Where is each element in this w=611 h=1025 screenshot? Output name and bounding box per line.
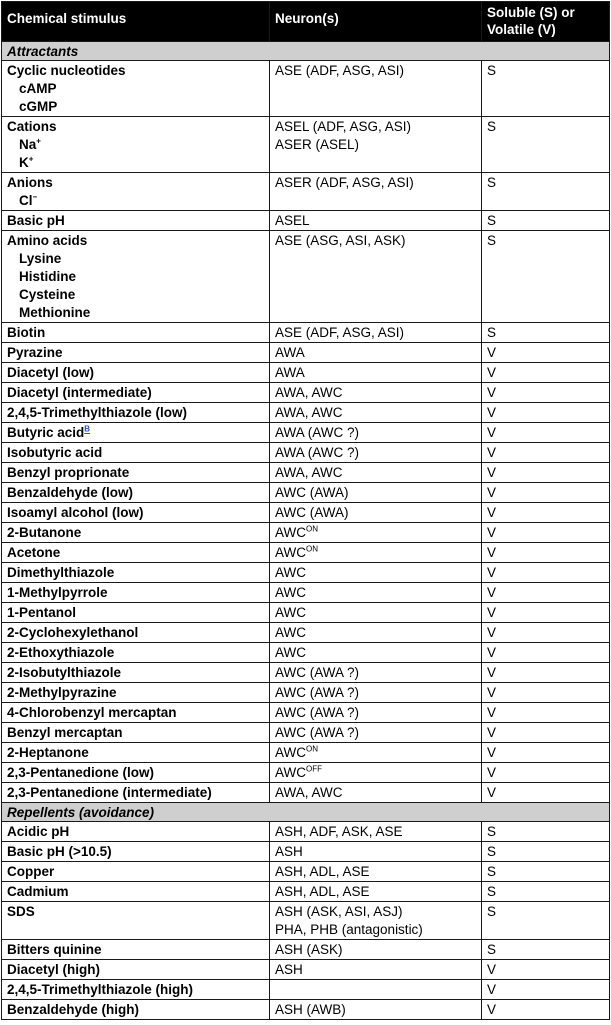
neurons-cell: [270, 463, 482, 483]
stimulus-name: Amino acids: [7, 233, 88, 248]
neuron-line: ASE (ADF, ASG, ASI): [275, 325, 405, 340]
section-title: Repellents (avoidance): [2, 803, 610, 822]
table-row: [2, 842, 610, 862]
type-cell: V: [482, 683, 610, 703]
neuron-line: ASH: [275, 844, 303, 859]
type-cell: V: [482, 643, 610, 663]
table-row: [2, 940, 610, 960]
stimulus-cell: [2, 683, 270, 703]
stimulus-name: Diacetyl (high): [7, 962, 101, 977]
table-row: [2, 523, 610, 543]
type-cell: V: [482, 383, 610, 403]
section-row: [2, 42, 610, 61]
superscript: ON: [306, 744, 318, 754]
neuron-line: AWC (AWA ?): [275, 665, 359, 680]
neuron-line: ASER (ADF, ASG, ASI): [275, 175, 414, 190]
neuron-line: AWA: [275, 365, 305, 380]
stimulus-cell: [2, 783, 270, 803]
type-cell: S: [482, 173, 610, 211]
type-cell: S: [482, 940, 610, 960]
neuron-line: AWC (AWA ?): [275, 685, 359, 700]
stimulus-cell: [2, 343, 270, 363]
type-cell: S: [482, 902, 610, 940]
stimulus-name: Cyclic nucleotides: [7, 63, 126, 78]
table-row: [2, 583, 610, 603]
neurons-cell: [270, 643, 482, 663]
neurons-cell: [270, 403, 482, 423]
stimulus-cell: [2, 483, 270, 503]
neuron-line: ASH (ASK, ASI, ASJ): [275, 904, 403, 919]
stimulus-cell: [2, 703, 270, 723]
table-row: [2, 483, 610, 503]
superscript: ON: [306, 524, 318, 534]
table-row: [2, 423, 610, 443]
neurons-cell: [270, 940, 482, 960]
stimulus-cell: [2, 902, 270, 940]
stimulus-cell: [2, 543, 270, 563]
table-body: [2, 42, 610, 1020]
stimulus-cell: [2, 623, 270, 643]
neuron-line: AWA, AWC: [275, 785, 343, 800]
neurons-cell: [270, 363, 482, 383]
neuron-line: AWA (AWC ?): [275, 445, 359, 460]
type-cell: V: [482, 563, 610, 583]
neuron-line: ASEL: [275, 213, 310, 228]
neuron-line: AWC: [275, 565, 306, 580]
neuron-line: AWA, AWC: [275, 385, 343, 400]
stimulus-name: Benzyl proprionate: [7, 465, 130, 480]
neuron-line: AWC (AWA): [275, 485, 349, 500]
neuron-line: AWA (AWC ?): [275, 425, 359, 440]
neurons-cell: [270, 543, 482, 563]
table-row: [2, 882, 610, 902]
type-cell: S: [482, 842, 610, 862]
footnote-marker: B: [84, 424, 91, 434]
table-row: [2, 683, 610, 703]
type-cell: V: [482, 723, 610, 743]
stimulus-name: Benzaldehyde (low): [7, 485, 134, 500]
table-row: [2, 723, 610, 743]
table-row: [2, 363, 610, 383]
sub-stimulus: cAMP: [19, 81, 57, 96]
stimulus-cell: [2, 583, 270, 603]
sub-stimulus: Na+: [19, 136, 41, 152]
type-cell: V: [482, 960, 610, 980]
type-cell: V: [482, 583, 610, 603]
stimulus-cell: [2, 882, 270, 902]
stimulus-name: Anions: [7, 175, 53, 190]
neurons-cell: [270, 822, 482, 842]
sub-stimulus: cGMP: [19, 99, 58, 114]
superscript: ON: [306, 544, 318, 554]
neurons-cell: [270, 743, 482, 763]
neuron-line: AWC (AWA): [275, 505, 349, 520]
neuron-line: $AWC^{ON}$: [275, 744, 318, 760]
table-row: [2, 980, 610, 1000]
neurons-cell: [270, 231, 482, 323]
stimulus-name: SDS: [7, 904, 35, 919]
type-cell: S: [482, 882, 610, 902]
table-row: [2, 643, 610, 663]
stimulus-name: 2,3-Pentanedione (intermediate): [7, 785, 212, 800]
neurons-cell: [270, 503, 482, 523]
stimulus-cell: [2, 723, 270, 743]
type-cell: V: [482, 980, 610, 1000]
neurons-cell: [270, 383, 482, 403]
neuron-line: AWA, AWC: [275, 465, 343, 480]
neuron-line: $AWC^{ON}$: [275, 524, 318, 540]
superscript: +: [28, 154, 34, 164]
stimulus-name: 1-Pentanol: [7, 605, 77, 620]
stimulus-name: Isobutyric acid: [7, 445, 103, 460]
stimulus-name: Benzyl mercaptan: [7, 725, 123, 740]
table-row: [2, 443, 610, 463]
neurons-cell: [270, 703, 482, 723]
neurons-cell: [270, 117, 482, 173]
section-row: [2, 803, 610, 822]
table-header: [2, 2, 610, 42]
stimulus-name: 2-Methylpyrazine: [7, 685, 117, 700]
stimulus-name: Diacetyl (intermediate): [7, 385, 152, 400]
stimulus-cell: [2, 231, 270, 323]
stimulus-name: Pyrazine: [7, 345, 63, 360]
neurons-cell: [270, 980, 482, 1000]
type-cell: V: [482, 363, 610, 383]
neurons-cell: [270, 723, 482, 743]
sub-stimulus: Cl−: [19, 192, 38, 208]
neuron-line: ASE (ADF, ASG, ASI): [275, 63, 405, 78]
section-title: Attractants: [2, 42, 610, 61]
neurons-cell: [270, 603, 482, 623]
neurons-cell: [270, 842, 482, 862]
type-cell: V: [482, 783, 610, 803]
stimulus-name: Benzaldehyde (high): [7, 1002, 140, 1017]
table-row: [2, 383, 610, 403]
table-row: [2, 1000, 610, 1020]
type-cell: V: [482, 603, 610, 623]
neuron-line: ASH (ASK): [275, 942, 343, 957]
superscript: +: [36, 136, 41, 146]
table-row: [2, 563, 610, 583]
neuron-line: ASH, ADL, ASE: [275, 884, 370, 899]
neuron-line: $AWC^{ON}$: [275, 544, 318, 560]
neurons-cell: [270, 323, 482, 343]
stimulus-name: 2,3-Pentanedione (low): [7, 765, 155, 780]
neurons-cell: [270, 61, 482, 117]
type-cell: S: [482, 61, 610, 117]
neuron-line: AWC: [275, 645, 306, 660]
table-row: [2, 231, 610, 323]
stimulus-cell: [2, 523, 270, 543]
table-row: [2, 623, 610, 643]
stimulus-name: 1-Methylpyrrole: [7, 585, 108, 600]
type-cell: V: [482, 443, 610, 463]
type-cell: S: [482, 211, 610, 231]
stimulus-cell: [2, 61, 270, 117]
superscript: −: [32, 192, 38, 202]
sub-stimulus: Methionine: [19, 305, 91, 320]
neurons-cell: [270, 683, 482, 703]
table-row: [2, 403, 610, 423]
stimulus-name: 2-Butanone: [7, 525, 82, 540]
stimulus-name: 2-Cyclohexylethanol: [7, 625, 139, 640]
type-cell: S: [482, 117, 610, 173]
table-row: [2, 763, 610, 783]
stimulus-cell: [2, 211, 270, 231]
stimulus-cell: [2, 173, 270, 211]
table-row: [2, 543, 610, 563]
stimulus-name: 4-Chlorobenzyl mercaptan: [7, 705, 177, 720]
stimulus-name: Dimethylthiazole: [7, 565, 115, 580]
table-row: [2, 323, 610, 343]
stimulus-cell: [2, 643, 270, 663]
superscript: OFF: [306, 764, 322, 774]
stimulus-name: Acidic pH: [7, 824, 70, 839]
stimulus-cell: [2, 763, 270, 783]
stimulus-cell: [2, 117, 270, 173]
table-row: [2, 117, 610, 173]
header-row: [2, 2, 610, 42]
type-cell: V: [482, 343, 610, 363]
stimulus-cell: [2, 842, 270, 862]
header-neurons: Neuron(s): [270, 2, 482, 42]
neurons-cell: [270, 443, 482, 463]
stimulus-cell: [2, 743, 270, 763]
header-soluble-volatile: Soluble (S) or Volatile (V): [482, 2, 610, 42]
stimulus-cell: [2, 423, 270, 443]
stimulus-cell: [2, 363, 270, 383]
stimulus-name: 2,4,5-Trimethylthiazole (high): [7, 982, 194, 997]
stimulus-cell: [2, 603, 270, 623]
stimulus-name: 2-Isobutylthiazole: [7, 665, 122, 680]
type-cell: S: [482, 822, 610, 842]
type-cell: V: [482, 763, 610, 783]
table-row: [2, 603, 610, 623]
neurons-cell: [270, 960, 482, 980]
table-row: [2, 61, 610, 117]
type-cell: S: [482, 323, 610, 343]
neuron-line: $AWC^{OFF}$: [275, 764, 322, 780]
neurons-cell: [270, 173, 482, 211]
neuron-line: ASH, ADF, ASK, ASE: [275, 824, 403, 839]
neuron-line: ASH (AWB): [275, 1002, 346, 1017]
neuron-line: ASE (ASG, ASI, ASK): [275, 233, 406, 248]
type-cell: V: [482, 743, 610, 763]
type-cell: S: [482, 862, 610, 882]
stimulus-cell: [2, 960, 270, 980]
neurons-cell: [270, 483, 482, 503]
type-cell: V: [482, 703, 610, 723]
neuron-line: ASH, ADL, ASE: [275, 864, 370, 879]
type-cell: V: [482, 523, 610, 543]
neurons-cell: [270, 523, 482, 543]
stimulus-name: Acetone: [7, 545, 61, 560]
neuron-line: AWC: [275, 605, 306, 620]
stimulus-name: Copper: [7, 864, 55, 879]
stimulus-cell: [2, 383, 270, 403]
stimulus-name: Isoamyl alcohol (low): [7, 505, 144, 520]
sub-stimulus: Histidine: [19, 269, 77, 284]
table-row: [2, 703, 610, 723]
table-row: [2, 463, 610, 483]
type-cell: V: [482, 423, 610, 443]
type-cell: V: [482, 1000, 610, 1020]
neurons-cell: [270, 902, 482, 940]
neuron-line: AWC: [275, 585, 306, 600]
stimulus-name: Basic pH: [7, 213, 65, 228]
table-row: [2, 343, 610, 363]
stimulus-name: Cations: [7, 119, 57, 134]
stimulus-cell: [2, 563, 270, 583]
stimulus-name: Cadmium: [7, 884, 69, 899]
neuron-line: AWC: [275, 625, 306, 640]
neurons-cell: [270, 343, 482, 363]
stimulus-name: 2,4,5-Trimethylthiazole (low): [7, 405, 188, 420]
neurons-cell: [270, 1000, 482, 1020]
neurons-cell: [270, 862, 482, 882]
stimulus-name: Biotin: [7, 325, 46, 340]
table-row: [2, 862, 610, 882]
table-row: [2, 960, 610, 980]
sub-stimulus: K+: [19, 154, 34, 170]
stimulus-cell: [2, 980, 270, 1000]
neurons-cell: [270, 783, 482, 803]
sub-stimulus: Cysteine: [19, 287, 76, 302]
sub-stimulus: Lysine: [19, 251, 62, 266]
stimulus-cell: [2, 663, 270, 683]
stimulus-cell: [2, 940, 270, 960]
type-cell: V: [482, 543, 610, 563]
neuron-line: AWC (AWA ?): [275, 705, 359, 720]
table-row: [2, 503, 610, 523]
stimulus-cell: [2, 862, 270, 882]
stimulus-name: Butyric acid$^B$: [7, 424, 91, 440]
table-row: [2, 743, 610, 763]
type-cell: V: [482, 503, 610, 523]
stimulus-cell: [2, 403, 270, 423]
neurons-cell: [270, 882, 482, 902]
type-cell: V: [482, 403, 610, 423]
neurons-cell: [270, 623, 482, 643]
stimulus-name: 2-Ethoxythiazole: [7, 645, 115, 660]
stimulus-cell: [2, 503, 270, 523]
stimulus-cell: [2, 1000, 270, 1020]
neuron-line: PHA, PHB (antagonistic): [275, 922, 423, 937]
stimulus-name: 2-Heptanone: [7, 745, 89, 760]
stimulus-cell: [2, 443, 270, 463]
type-cell: S: [482, 231, 610, 323]
neurons-cell: [270, 563, 482, 583]
table-row: [2, 822, 610, 842]
neuron-line: ASER (ASEL): [275, 137, 360, 152]
type-cell: V: [482, 463, 610, 483]
chemosensory-table: [1, 1, 610, 1020]
neurons-cell: [270, 423, 482, 443]
neurons-cell: [270, 763, 482, 783]
type-cell: V: [482, 623, 610, 643]
stimulus-name: Diacetyl (low): [7, 365, 95, 380]
stimulus-name: Bitters quinine: [7, 942, 102, 957]
neuron-line: AWA, AWC: [275, 405, 343, 420]
table-row: [2, 173, 610, 211]
header-stimulus: Chemical stimulus: [2, 2, 270, 42]
neuron-line: AWA: [275, 345, 305, 360]
stimulus-cell: [2, 323, 270, 343]
stimulus-cell: [2, 463, 270, 483]
type-cell: V: [482, 483, 610, 503]
neuron-line: ASEL (ADF, ASG, ASI): [275, 119, 412, 134]
table-row: [2, 902, 610, 940]
table-row: [2, 783, 610, 803]
neurons-cell: [270, 583, 482, 603]
neurons-cell: [270, 211, 482, 231]
type-cell: V: [482, 663, 610, 683]
stimulus-cell: [2, 822, 270, 842]
neuron-line: AWC (AWA ?): [275, 725, 359, 740]
neuron-line: ASH: [275, 962, 303, 977]
neurons-cell: [270, 663, 482, 683]
stimulus-name: Basic pH (>10.5): [7, 844, 112, 859]
table-row: [2, 211, 610, 231]
table-row: [2, 663, 610, 683]
